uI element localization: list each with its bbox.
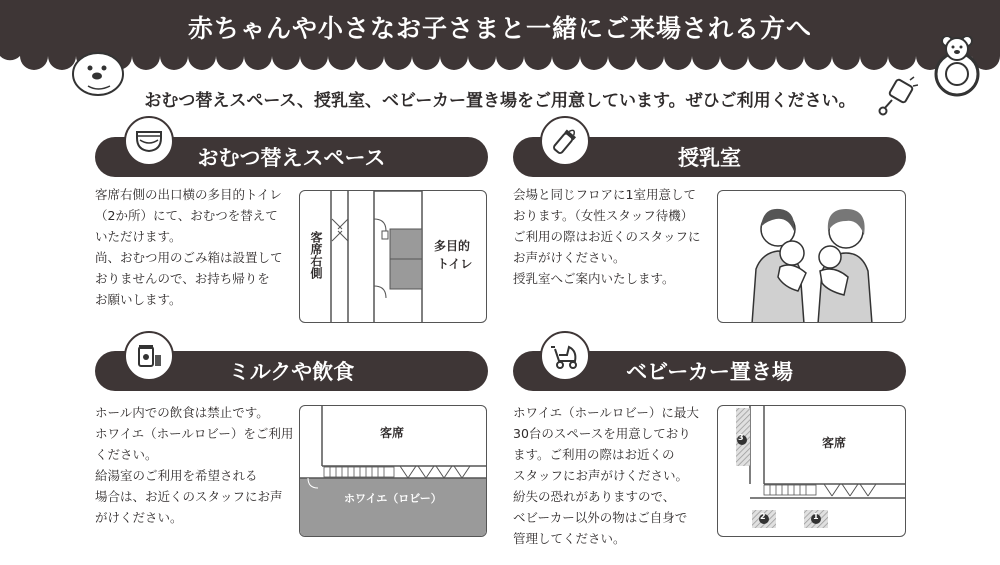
text-line: ます。ご利用の際はお近くの [513, 447, 675, 462]
stroller-description [513, 402, 713, 549]
stroller-floor-map [717, 405, 906, 537]
text-line: ご利用の際はお近くのスタッフに [513, 229, 701, 244]
text-line: （2か所）にて、おむつを替えて [95, 208, 278, 223]
text-line: スタッフにお声がけください。 [513, 468, 689, 483]
baby-bottle-icon [540, 116, 590, 166]
text-line: 管理してください。 [513, 531, 626, 546]
nursing-description [513, 184, 713, 289]
diaper-description [95, 184, 295, 310]
diaper-section-title: おむつ替えスペース [197, 146, 386, 170]
nursing-section-title: 授乳室 [678, 146, 741, 170]
text-line: がけください。 [95, 510, 183, 525]
diaper-icon [124, 116, 174, 166]
text-line: ホワイエ（ホールロビー）に最大 [513, 405, 699, 420]
milk-section-title: ミルクや飲食 [228, 360, 355, 384]
stroller-section-title: ベビーカー置き場 [626, 360, 793, 384]
map-seat-label: 客席右側 [309, 231, 323, 279]
text-line: 客席右側の出口横の多目的トイレ [95, 187, 282, 202]
text-line: おります。（女性スタッフ待機） [513, 208, 694, 223]
header-banner [0, 0, 1000, 72]
text-line: 給湯室のご利用を希望される [95, 468, 258, 483]
map-toilet-label-line1: 多目的 [434, 239, 471, 253]
page-subtitle: おむつ替えスペース、授乳室、ベビーカー置き場をご用意しています。ぜひご利用ください。 [144, 91, 856, 111]
text-line: おりませんので、お持ち帰りを [95, 271, 270, 286]
text-line: 尚、おむつ用のごみ箱は設置して [95, 250, 283, 265]
text-line: 授乳室へご案内いたします。 [513, 271, 675, 286]
nursing-illustration [717, 190, 906, 323]
text-line: 紛失の恐れがありますので、 [513, 489, 676, 504]
text-line: 会場と同じフロアに1室用意して [513, 187, 696, 202]
text-line: お願いします。 [95, 292, 182, 307]
map-spot-2: 2 [760, 512, 766, 521]
text-line: お声がけください。 [513, 250, 626, 265]
map-spot-1: 1 [813, 512, 819, 521]
text-line: ベビーカー以外の物はご自身で [513, 510, 688, 525]
map-seat-label: 客席 [380, 426, 405, 440]
text-line: ホワイエ（ホールロビー）をご利用 [95, 426, 294, 441]
text-line: 場合は、お近くのスタッフにお声 [95, 489, 283, 504]
stroller-icon [540, 331, 590, 381]
milk-description [95, 402, 295, 528]
milk-can-icon [124, 331, 174, 381]
text-line: ホール内での飲食は禁止です。 [95, 405, 269, 420]
map-spot-3: 3 [738, 433, 744, 442]
map-toilet-label-line2: トイレ [437, 257, 473, 271]
text-line: ください。 [95, 447, 158, 462]
milk-floor-map [299, 405, 487, 537]
map-seat-label: 客席 [822, 436, 847, 450]
map-foyer-label: ホワイエ（ロビー） [344, 492, 442, 505]
page-title: 赤ちゃんや小さなお子さまと一緒にご来場される方へ [187, 14, 812, 43]
text-line: いただけます。 [95, 229, 182, 244]
diaper-floor-map [299, 190, 487, 323]
text-line: 30台のスペースを用意しており [513, 426, 691, 441]
